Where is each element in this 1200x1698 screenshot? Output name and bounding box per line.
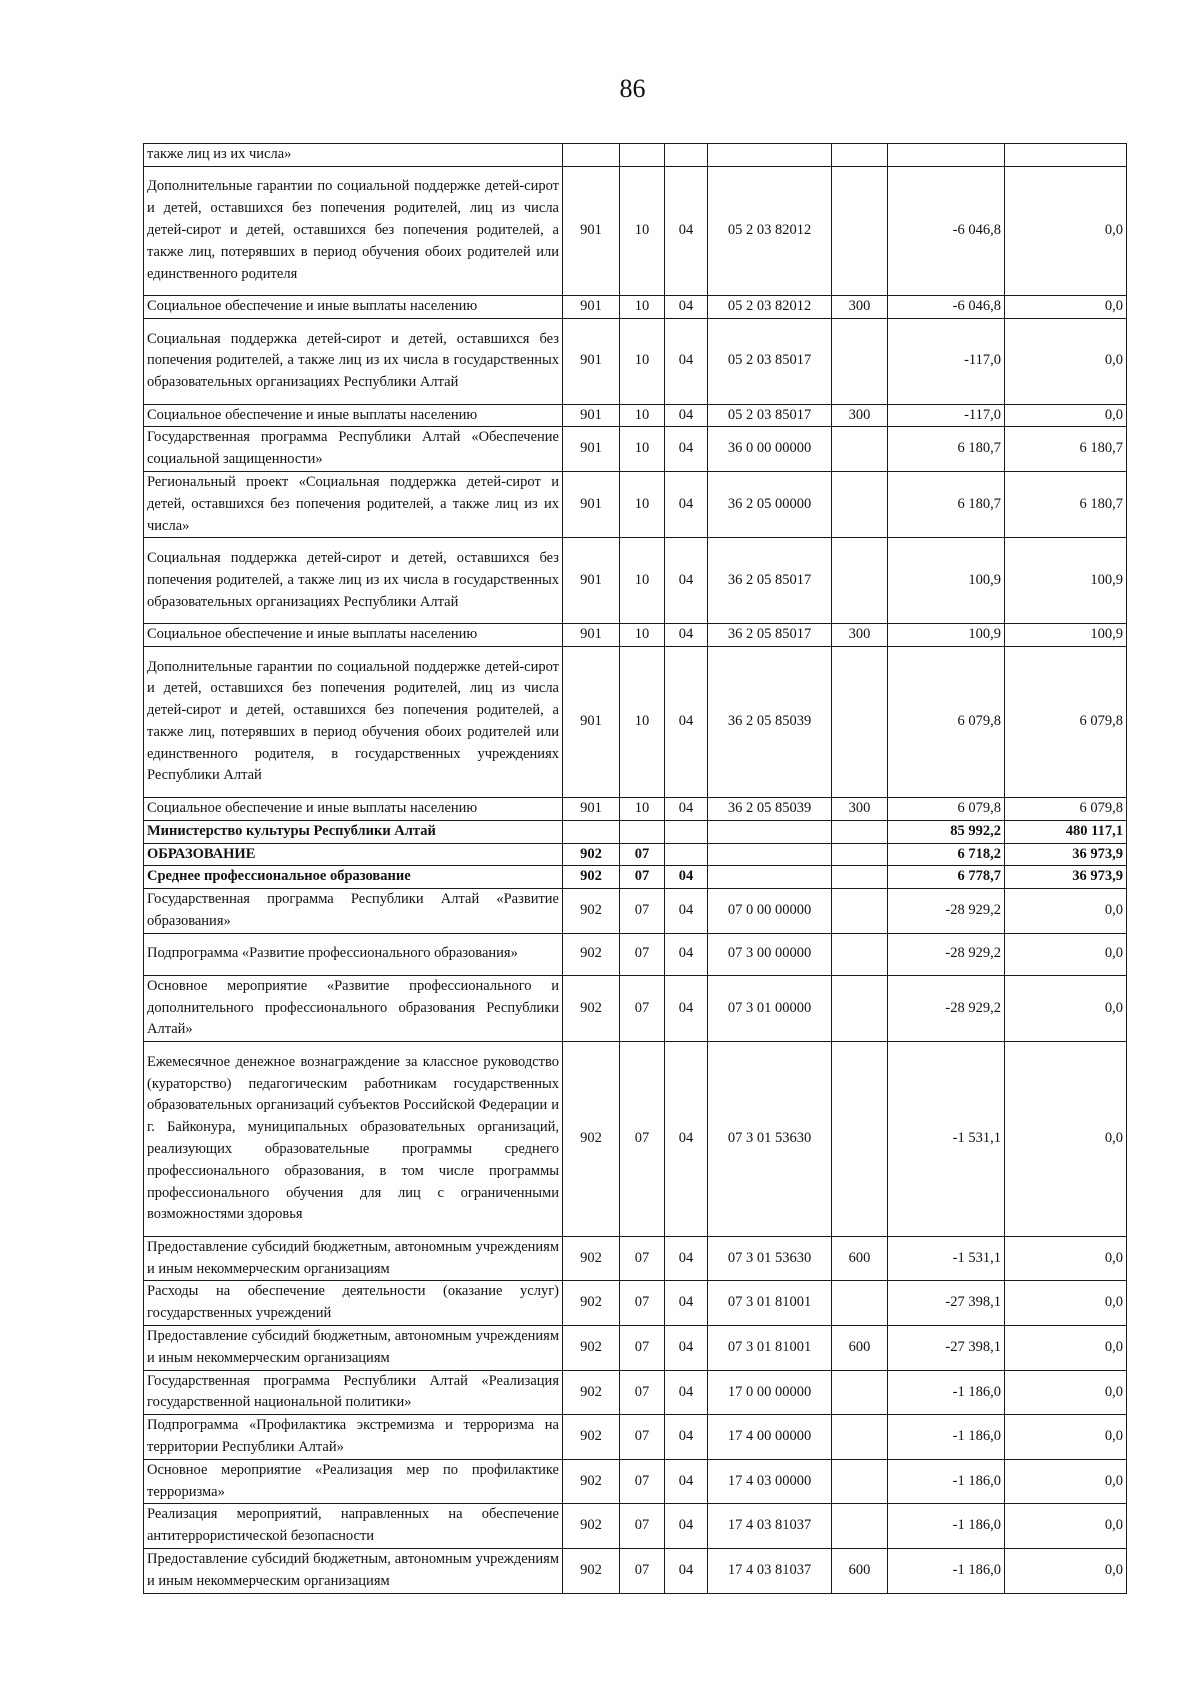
row-name-cell: Государственная программа Республики Алтай «Обеспечение социальной защищенности»: [144, 427, 563, 472]
table-row: [144, 318, 1127, 404]
admin-code-cell: 901: [563, 404, 620, 427]
expense-type-cell: 300: [832, 624, 888, 647]
section-code-cell: 07: [620, 866, 665, 889]
subsection-code-cell: 04: [665, 404, 708, 427]
amount-2-cell: 0,0: [1005, 1370, 1127, 1415]
section-code-cell: 10: [620, 624, 665, 647]
amount-2-cell: 0,0: [1005, 1042, 1127, 1237]
admin-code-cell: 901: [563, 471, 620, 537]
section-code-cell: 07: [620, 1370, 665, 1415]
table-row: [144, 646, 1127, 797]
target-article-cell: 05 2 03 82012: [708, 296, 832, 319]
row-name-cell: Основное мероприятие «Развитие профессионального и дополнительного профессионального образования Республики Алтай»: [144, 975, 563, 1041]
row-name-cell: Социальное обеспечение и иные выплаты населению: [144, 404, 563, 427]
amount-1-cell: -1 531,1: [888, 1236, 1005, 1281]
expense-type-cell: [832, 889, 888, 934]
amount-1-cell: 6 180,7: [888, 471, 1005, 537]
admin-code-cell: 902: [563, 1281, 620, 1326]
amount-1-cell: -27 398,1: [888, 1326, 1005, 1371]
table-row: [144, 296, 1127, 319]
table-row: [144, 538, 1127, 624]
expense-type-cell: 600: [832, 1236, 888, 1281]
row-name-cell: Социальное обеспечение и иные выплаты населению: [144, 797, 563, 820]
expense-type-cell: [832, 538, 888, 624]
subsection-code-cell: 04: [665, 318, 708, 404]
amount-2-cell: 6 079,8: [1005, 646, 1127, 797]
amount-2-cell: 6 180,7: [1005, 471, 1127, 537]
amount-1-cell: -1 186,0: [888, 1415, 1005, 1460]
amount-2-cell: 0,0: [1005, 1459, 1127, 1504]
subsection-code-cell: 04: [665, 1042, 708, 1237]
amount-2-cell: 0,0: [1005, 1236, 1127, 1281]
row-name-cell: Социальная поддержка детей-сирот и детей, оставшихся без попечения родителей, а также лиц из их числа в государственных образовательных организациях Республики Алтай: [144, 538, 563, 624]
admin-code-cell: 901: [563, 318, 620, 404]
amount-1-cell: 6 079,8: [888, 797, 1005, 820]
subsection-code-cell: [665, 820, 708, 843]
admin-code-cell: 902: [563, 866, 620, 889]
subsection-code-cell: 04: [665, 1326, 708, 1371]
admin-code-cell: 902: [563, 933, 620, 975]
expense-type-cell: 300: [832, 797, 888, 820]
target-article-cell: [708, 144, 832, 167]
amount-1-cell: -1 186,0: [888, 1459, 1005, 1504]
table-row: [144, 1459, 1127, 1504]
amount-1-cell: -6 046,8: [888, 296, 1005, 319]
expense-type-cell: [832, 1281, 888, 1326]
amount-2-cell: 0,0: [1005, 933, 1127, 975]
section-code-cell: 10: [620, 538, 665, 624]
target-article-cell: 36 2 05 85017: [708, 624, 832, 647]
admin-code-cell: [563, 144, 620, 167]
amount-2-cell: 0,0: [1005, 1504, 1127, 1549]
table-row: [144, 797, 1127, 820]
section-code-cell: 10: [620, 166, 665, 295]
target-article-cell: 07 3 01 81001: [708, 1326, 832, 1371]
table-row: [144, 820, 1127, 843]
row-name-cell: ОБРАЗОВАНИЕ: [144, 843, 563, 866]
section-code-cell: 10: [620, 296, 665, 319]
expense-type-cell: [832, 144, 888, 167]
admin-code-cell: [563, 820, 620, 843]
admin-code-cell: 902: [563, 1042, 620, 1237]
amount-1-cell: 100,9: [888, 624, 1005, 647]
table-row: [144, 1415, 1127, 1460]
amount-1-cell: -1 531,1: [888, 1042, 1005, 1237]
amount-1-cell: -28 929,2: [888, 975, 1005, 1041]
table-body: [144, 144, 1127, 1594]
section-code-cell: 07: [620, 1504, 665, 1549]
amount-1-cell: 6 180,7: [888, 427, 1005, 472]
table-row: [144, 471, 1127, 537]
admin-code-cell: 901: [563, 646, 620, 797]
amount-2-cell: 0,0: [1005, 975, 1127, 1041]
row-name-cell: Социальная поддержка детей-сирот и детей, оставшихся без попечения родителей, а также лиц из их числа в государственных образовательных организациях Республики Алтай: [144, 318, 563, 404]
subsection-code-cell: 04: [665, 1370, 708, 1415]
section-code-cell: 07: [620, 843, 665, 866]
row-name-cell: Подпрограмма «Развитие профессионального образования»: [144, 933, 563, 975]
row-name-cell: Региональный проект «Социальная поддержка детей-сирот и детей, оставшихся без попечения родителей, а также лиц из их числа»: [144, 471, 563, 537]
row-name-cell: Социальное обеспечение и иные выплаты населению: [144, 624, 563, 647]
row-name-cell: Ежемесячное денежное вознаграждение за классное руководство (кураторство) педагогическим работникам государственных образовательных организаций субъектов Российской Федерации и г. Байконура, муниципальных образовательных организаций, реализующих образовательные программы среднего профессионального образования, в том числе программы профессионального обучения для лиц с ограниченными возможностями здоровья: [144, 1042, 563, 1237]
section-code-cell: 10: [620, 404, 665, 427]
amount-1-cell: -1 186,0: [888, 1370, 1005, 1415]
subsection-code-cell: 04: [665, 1504, 708, 1549]
expense-type-cell: [832, 820, 888, 843]
amount-2-cell: 0,0: [1005, 1281, 1127, 1326]
table-row: [144, 1042, 1127, 1237]
amount-1-cell: 6 718,2: [888, 843, 1005, 866]
amount-1-cell: 6 079,8: [888, 646, 1005, 797]
section-code-cell: [620, 820, 665, 843]
table-row: [144, 404, 1127, 427]
expense-type-cell: [832, 471, 888, 537]
subsection-code-cell: 04: [665, 427, 708, 472]
table-row: [144, 1370, 1127, 1415]
section-code-cell: 10: [620, 427, 665, 472]
admin-code-cell: 902: [563, 1459, 620, 1504]
admin-code-cell: 901: [563, 624, 620, 647]
target-article-cell: 17 4 03 81037: [708, 1549, 832, 1594]
admin-code-cell: 902: [563, 889, 620, 934]
table-row: [144, 624, 1127, 647]
amount-1-cell: 85 992,2: [888, 820, 1005, 843]
row-name-cell: Среднее профессиональное образование: [144, 866, 563, 889]
row-name-cell: Министерство культуры Республики Алтай: [144, 820, 563, 843]
target-article-cell: 36 2 05 85039: [708, 646, 832, 797]
target-article-cell: 07 3 01 53630: [708, 1236, 832, 1281]
section-code-cell: 10: [620, 646, 665, 797]
table-row: [144, 933, 1127, 975]
table-row: [144, 866, 1127, 889]
target-article-cell: 05 2 03 85017: [708, 404, 832, 427]
amount-1-cell: 6 778,7: [888, 866, 1005, 889]
expense-type-cell: [832, 933, 888, 975]
subsection-code-cell: 04: [665, 296, 708, 319]
row-name-cell: Расходы на обеспечение деятельности (оказание услуг) государственных учреждений: [144, 1281, 563, 1326]
table-row: [144, 1281, 1127, 1326]
row-name-cell: Подпрограмма «Профилактика экстремизма и терроризма на территории Республики Алтай»: [144, 1415, 563, 1460]
expense-type-cell: [832, 843, 888, 866]
section-code-cell: 10: [620, 797, 665, 820]
subsection-code-cell: 04: [665, 646, 708, 797]
row-name-cell: Основное мероприятие «Реализация мер по профилактике терроризма»: [144, 1459, 563, 1504]
target-article-cell: 07 3 01 81001: [708, 1281, 832, 1326]
amount-2-cell: 480 117,1: [1005, 820, 1127, 843]
admin-code-cell: 901: [563, 538, 620, 624]
target-article-cell: [708, 843, 832, 866]
expense-type-cell: [832, 1459, 888, 1504]
target-article-cell: 36 2 05 85017: [708, 538, 832, 624]
amount-2-cell: 0,0: [1005, 889, 1127, 934]
amount-2-cell: 100,9: [1005, 624, 1127, 647]
expense-type-cell: [832, 1504, 888, 1549]
admin-code-cell: 902: [563, 1549, 620, 1594]
expense-type-cell: [832, 1370, 888, 1415]
section-code-cell: 07: [620, 1326, 665, 1371]
expense-type-cell: [832, 1042, 888, 1237]
row-name-cell: Государственная программа Республики Алтай «Реализация государственной национальной политики»: [144, 1370, 563, 1415]
amount-2-cell: 6 079,8: [1005, 797, 1127, 820]
budget-table: [143, 143, 1127, 1594]
section-code-cell: 07: [620, 1281, 665, 1326]
target-article-cell: 17 4 03 00000: [708, 1459, 832, 1504]
target-article-cell: 07 3 00 00000: [708, 933, 832, 975]
target-article-cell: 17 4 03 81037: [708, 1504, 832, 1549]
section-code-cell: 07: [620, 1549, 665, 1594]
target-article-cell: 36 2 05 00000: [708, 471, 832, 537]
row-name-cell: также лиц из их числа»: [144, 144, 563, 167]
expense-type-cell: [832, 166, 888, 295]
admin-code-cell: 902: [563, 1415, 620, 1460]
target-article-cell: 05 2 03 82012: [708, 166, 832, 295]
amount-2-cell: 36 973,9: [1005, 843, 1127, 866]
amount-1-cell: [888, 144, 1005, 167]
expense-type-cell: 600: [832, 1549, 888, 1594]
table-row: [144, 975, 1127, 1041]
section-code-cell: 07: [620, 1459, 665, 1504]
subsection-code-cell: 04: [665, 1281, 708, 1326]
page-number: 86: [619, 74, 646, 103]
section-code-cell: 07: [620, 889, 665, 934]
row-name-cell: Реализация мероприятий, направленных на обеспечение антитеррористической безопасности: [144, 1504, 563, 1549]
target-article-cell: 17 0 00 00000: [708, 1370, 832, 1415]
subsection-code-cell: 04: [665, 889, 708, 934]
expense-type-cell: [832, 975, 888, 1041]
table-row: [144, 1236, 1127, 1281]
admin-code-cell: 902: [563, 1326, 620, 1371]
admin-code-cell: 902: [563, 1236, 620, 1281]
amount-2-cell: 36 973,9: [1005, 866, 1127, 889]
amount-1-cell: -117,0: [888, 318, 1005, 404]
admin-code-cell: 901: [563, 427, 620, 472]
subsection-code-cell: 04: [665, 166, 708, 295]
subsection-code-cell: 04: [665, 624, 708, 647]
amount-1-cell: 100,9: [888, 538, 1005, 624]
target-article-cell: 07 3 01 53630: [708, 1042, 832, 1237]
amount-2-cell: 0,0: [1005, 1415, 1127, 1460]
target-article-cell: 07 0 00 00000: [708, 889, 832, 934]
expense-type-cell: [832, 866, 888, 889]
target-article-cell: [708, 820, 832, 843]
amount-1-cell: -117,0: [888, 404, 1005, 427]
section-code-cell: 07: [620, 933, 665, 975]
table-row: [144, 1504, 1127, 1549]
amount-2-cell: 0,0: [1005, 318, 1127, 404]
amount-1-cell: -1 186,0: [888, 1504, 1005, 1549]
subsection-code-cell: 04: [665, 797, 708, 820]
target-article-cell: [708, 866, 832, 889]
amount-2-cell: [1005, 144, 1127, 167]
subsection-code-cell: [665, 843, 708, 866]
row-name-cell: Предоставление субсидий бюджетным, автономным учреждениям и иным некоммерческим организациям: [144, 1326, 563, 1371]
table-row: [144, 843, 1127, 866]
subsection-code-cell: 04: [665, 1459, 708, 1504]
target-article-cell: 05 2 03 85017: [708, 318, 832, 404]
section-code-cell: 10: [620, 471, 665, 537]
expense-type-cell: 300: [832, 404, 888, 427]
amount-1-cell: -28 929,2: [888, 889, 1005, 934]
section-code-cell: 10: [620, 318, 665, 404]
subsection-code-cell: 04: [665, 471, 708, 537]
target-article-cell: 07 3 01 00000: [708, 975, 832, 1041]
section-code-cell: 07: [620, 1042, 665, 1237]
row-name-cell: Государственная программа Республики Алтай «Развитие образования»: [144, 889, 563, 934]
amount-2-cell: 0,0: [1005, 404, 1127, 427]
amount-2-cell: 0,0: [1005, 166, 1127, 295]
amount-2-cell: 0,0: [1005, 1326, 1127, 1371]
amount-1-cell: -28 929,2: [888, 933, 1005, 975]
row-name-cell: Дополнительные гарантии по социальной поддержке детей-сирот и детей, оставшихся без попечения родителей, лиц из числа детей-сирот и детей, оставшихся без попечения родителей, а также лиц, потерявших в период обучения обоих родителей или единственного родителя, в государственных учреждениях Республики Алтай: [144, 646, 563, 797]
amount-2-cell: 6 180,7: [1005, 427, 1127, 472]
expense-type-cell: [832, 427, 888, 472]
admin-code-cell: 901: [563, 296, 620, 319]
table-row: [144, 166, 1127, 295]
target-article-cell: 17 4 00 00000: [708, 1415, 832, 1460]
table-row: [144, 144, 1127, 167]
subsection-code-cell: [665, 144, 708, 167]
expense-type-cell: 600: [832, 1326, 888, 1371]
admin-code-cell: 901: [563, 166, 620, 295]
amount-2-cell: 100,9: [1005, 538, 1127, 624]
expense-type-cell: [832, 646, 888, 797]
row-name-cell: Дополнительные гарантии по социальной поддержке детей-сирот и детей, оставшихся без попечения родителей, лиц из числа детей-сирот и детей, оставшихся без попечения родителей, а также лиц, потерявших в период обучения обоих родителей или единственного родителя: [144, 166, 563, 295]
section-code-cell: 07: [620, 1415, 665, 1460]
subsection-code-cell: 04: [665, 1236, 708, 1281]
admin-code-cell: 902: [563, 843, 620, 866]
row-name-cell: Социальное обеспечение и иные выплаты населению: [144, 296, 563, 319]
admin-code-cell: 902: [563, 975, 620, 1041]
row-name-cell: Предоставление субсидий бюджетным, автономным учреждениям и иным некоммерческим организациям: [144, 1549, 563, 1594]
section-code-cell: 07: [620, 1236, 665, 1281]
expense-type-cell: 300: [832, 296, 888, 319]
amount-1-cell: -1 186,0: [888, 1549, 1005, 1594]
amount-2-cell: 0,0: [1005, 296, 1127, 319]
row-name-cell: Предоставление субсидий бюджетным, автономным учреждениям и иным некоммерческим организациям: [144, 1236, 563, 1281]
table-row: [144, 889, 1127, 934]
target-article-cell: 36 2 05 85039: [708, 797, 832, 820]
table-row: [144, 1326, 1127, 1371]
subsection-code-cell: 04: [665, 933, 708, 975]
amount-1-cell: -27 398,1: [888, 1281, 1005, 1326]
target-article-cell: 36 0 00 00000: [708, 427, 832, 472]
admin-code-cell: 902: [563, 1504, 620, 1549]
amount-1-cell: -6 046,8: [888, 166, 1005, 295]
subsection-code-cell: 04: [665, 866, 708, 889]
section-code-cell: 07: [620, 975, 665, 1041]
subsection-code-cell: 04: [665, 1415, 708, 1460]
amount-2-cell: 0,0: [1005, 1549, 1127, 1594]
subsection-code-cell: 04: [665, 538, 708, 624]
subsection-code-cell: 04: [665, 1549, 708, 1594]
section-code-cell: [620, 144, 665, 167]
table-row: [144, 1549, 1127, 1594]
expense-type-cell: [832, 318, 888, 404]
subsection-code-cell: 04: [665, 975, 708, 1041]
admin-code-cell: 902: [563, 1370, 620, 1415]
expense-type-cell: [832, 1415, 888, 1460]
admin-code-cell: 901: [563, 797, 620, 820]
table-row: [144, 427, 1127, 472]
